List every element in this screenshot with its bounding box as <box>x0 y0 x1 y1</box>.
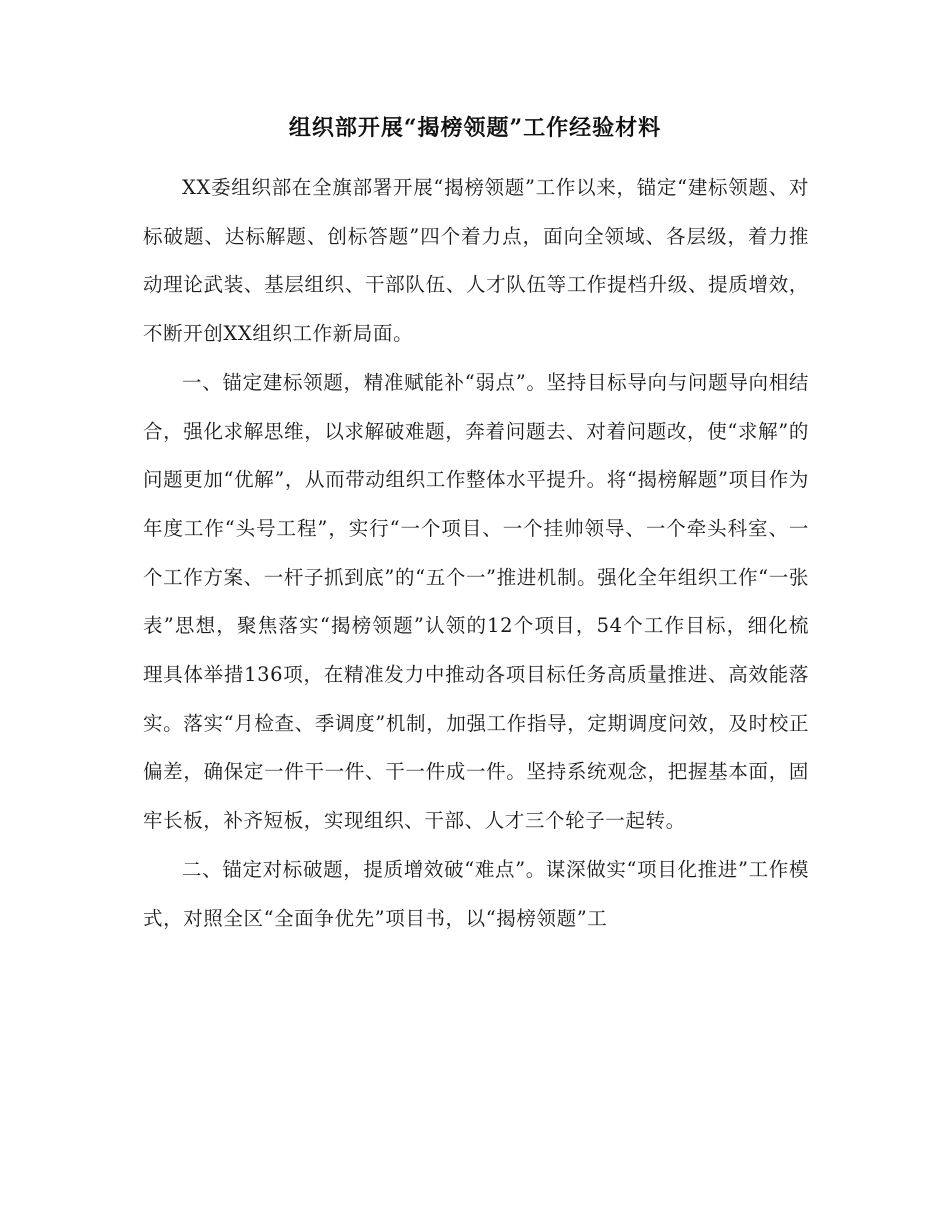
paragraph-section-one: 一、锚定建标领题，精准赋能补“弱点”。坚持目标导向与问题导向相结合，强化求解思维，以求解破难题，奔着问题去、对着问题改，使“求解”的问题更加“优解”，从而带动组织工作整体水平提升。将“揭榜解题”项目作为年度工作“头号工程”，实行“一个项目、一个挂帅领导、一个牵头科室、一个工作方案、一杆子抓到底”的“五个一”推进机制。强化全年组织工作“一张表”思想，聚焦落实“揭榜领题”认领的12个项目，54个工作目标，细化梳理具体举措136项，在精准发力中推动各项目标任务高质量推进、高效能落实。落实“月检查、季调度”机制，加强工作指导，定期调度问效，及时校正偏差，确保定一件干一件、干一件成一件。坚持系统观念，把握基本面，固牢长板，补齐短板，实现组织、干部、人才三个轮子一起转。 <box>143 370 809 833</box>
paragraph-section-two: 二、锚定对标破题，提质增效破“难点”。谋深做实“项目化推进”工作模式，对照全区“全面争优先”项目书，以“揭榜领题”工 <box>143 857 809 930</box>
document-title: 组织部开展“揭榜领题”工作经验材料 <box>288 115 662 141</box>
document-body <box>143 164 809 943</box>
paragraph-intro: XX委组织部在全旗部署开展“揭榜领题”工作以来，锚定“建标领题、对标破题、达标解题、创标答题”四个着力点，面向全领域、各层级，着力推动理论武装、基层组织、干部队伍、人才队伍等工作提档升级、提质增效，不断开创XX组织工作新局面。 <box>143 176 809 346</box>
